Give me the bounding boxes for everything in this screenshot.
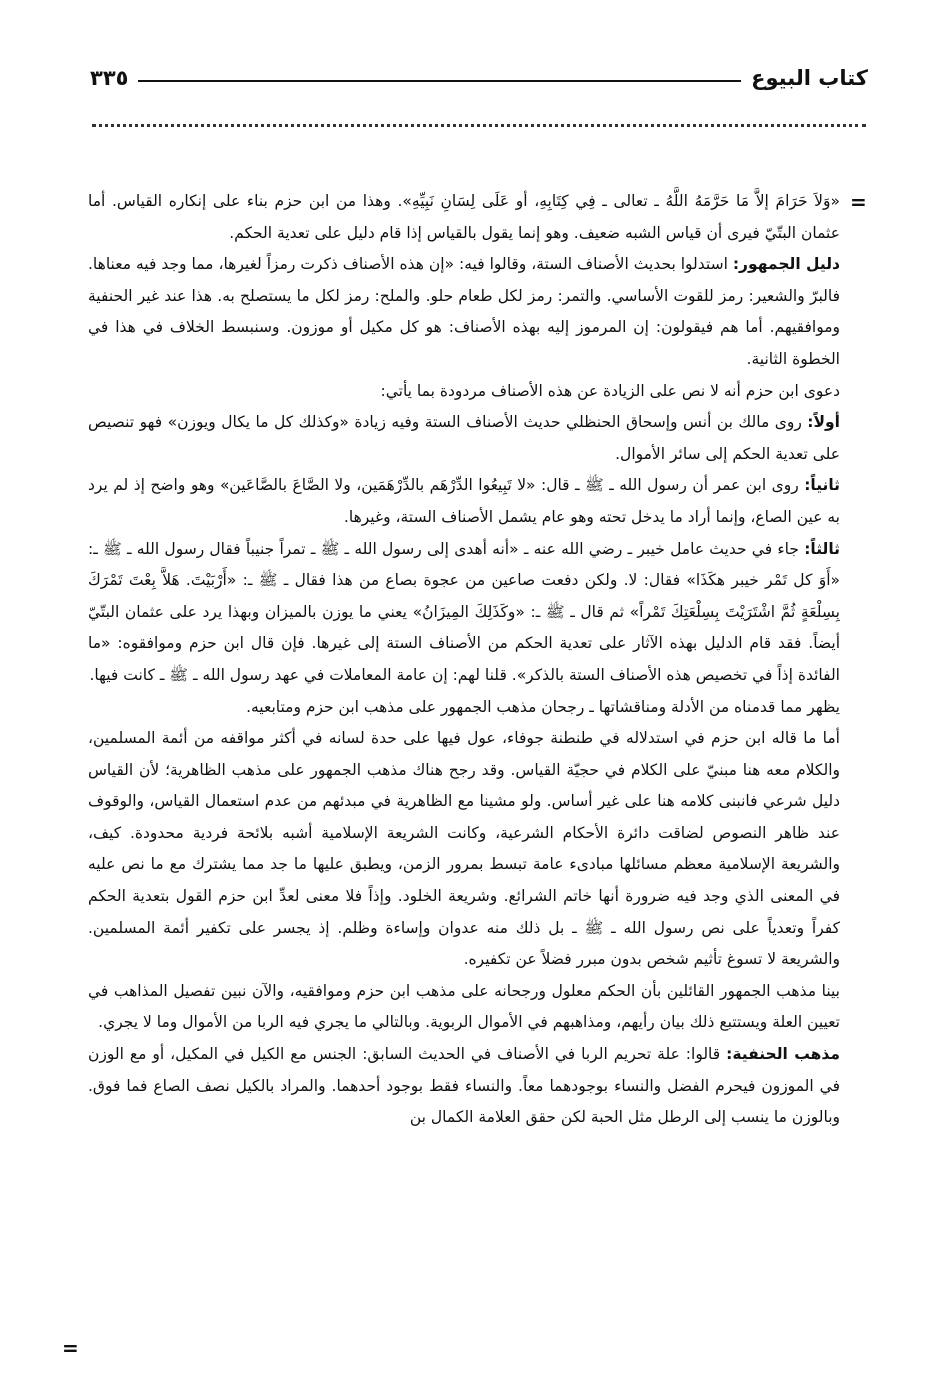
paragraph-text: أما ما قاله ابن حزم في استدلاله في طنطنة جوفاء، عول فيها على حدة لسانه في أكثر مواقفه من أئمة المسلمين، والكلام معه هنا مبنيّ على الكلام في حجيّة القياس. وقد رجح هناك مذهب الجمهور على مذهب الظاهرية؛ لأن القياس دليل شرعي فانبنى كلامه هنا على غير أساس. ولو مشينا مع الظاهرية في مبدئهم من عدم استعمال القياس، والوقوف عند ظاهر النصوص لضاقت دائرة الأحكام الشرعية، وكانت الشريعة الإسلامية أشبه بلائحة فردية محدودة. كيف، والشريعة الإسلامية معظم مسائلها مبادىء عامة تبسط بمرور الزمن، ويطبق عليها ما جد مما يشترك مع ما نص عليه في المعنى الذي وجد فيه ضرورة أنها خاتم الشرائع. وشريعة الخلود. وإذاً فلا معنى لعدِّ ابن حزم القول بتعدية الحكم كفراً وتعدياً على نص رسول الله ـ ﷺ ـ بل ذلك منه عدوان وإساءة وظلم. إذ يجسر على تكفير أئمة المسلمين. والشريعة لا تسوغ تأثيم شخص بدون مبرر فضلاً عن تكفيره. (88, 729, 840, 969)
paragraph-text: روى مالك بن أنس وإسحاق الحنظلي حديث الأصناف الستة وفيه زيادة «وكذلك كل ما يكال ويوزن» فهو تنصيص على تعدية الحكم إلى سائر الأموال. (88, 413, 840, 463)
paragraph-text: بينا مذهب الجمهور القائلين بأن الحكم معلول ورجحانه على مذهب ابن حزم وموافقيه، والآن نبين تفصيل المذاهب في تعيين العلة ويستتبع ذلك بيان رأيهم، ومذاهبهم في الأموال الربوية. وبالتالي ما يجري فيه الربا من الأموال وما لا يجري. (88, 981, 840, 1032)
paragraph-heading: ثانياً: (804, 476, 840, 495)
continuation-marker-bottom: = (62, 1336, 79, 1360)
paragraph-text: يظهر مما قدمناه من الأدلة ومناقشاتها ـ رجحان مذهب الجمهور على مذهب ابن حزم ومتابعيه. (246, 697, 840, 716)
paragraph-2 (88, 249, 840, 375)
continuation-marker-top: = (850, 190, 867, 214)
paragraph-text: دعوى ابن حزم أنه لا نص على الزيادة عن هذه الأصناف مردودة بما يأتي: (380, 381, 840, 400)
paragraph-heading: ثالثاً: (804, 539, 840, 558)
dotted-separator (92, 124, 866, 127)
page-number: ٣٣٥ (90, 66, 129, 90)
paragraph-text: روى ابن عمر أن رسول الله ـ ﷺ ـ قال: «لا تَبِيعُوا الدِّرْهَم بالدِّرْهَمَين، ولا الصَّاعَ بالصَّاعَين» وهو واضح إذ لم يرد به عين الصاع، وإنما أراد ما يدخل تحته وهو عام يشمل الأصناف الستة، وغيرها. (88, 476, 840, 526)
paragraph-9 (88, 976, 840, 1039)
paragraph-heading: مذهب الحنفية: (726, 1045, 840, 1064)
paragraph-3 (88, 376, 840, 408)
paragraph-text: استدلوا بحديث الأصناف الستة، وقالوا فيه: «إن هذه الأصناف ذكرت رمزاً لغيرها، مما وجد فيه معناها. فالبرّ والشعير: رمز للقوت الأساسي. والتمر: رمز لكل طعام حلو. والملح: رمز لكل ما يستصلح به. هذا عند غير الحنفية وموافقيهم. أما هم فيقولون: إن المرموز إليه بهذه الأصناف: هو كل مكيل أو موزون. وسنبسط الخلاف في هذا في الخطوة الثانية. (88, 255, 840, 368)
chapter-title: كتاب البيوع (751, 66, 868, 90)
paragraph-heading: دليل الجمهور: (732, 255, 840, 274)
paragraph-5 (88, 470, 840, 533)
paragraph-heading: أولاً: (807, 413, 840, 432)
paragraph-6 (88, 534, 840, 692)
paragraph-7 (88, 692, 840, 724)
paragraph-4 (88, 407, 840, 470)
body-text (88, 186, 840, 1326)
paragraph-text: «وَلاَ حَرَامَ إلاَّ مَا حَرَّمَهُ اللَّهُ ـ تعالى ـ فِي كِتَابِهِ، أو عَلَى لِسَانِ نَبِيِّهِ». وهذا من ابن حزم بناء على إنكاره القياس. أما عثمان البتّيّ فيرى أن قياس الشبه ضعيف. وهو إنما يقول بالقياس إذا قام دليل على تعدية الحكم. (88, 192, 840, 242)
paragraph-text: قالوا: علة تحريم الربا في الأصناف في الحديث السابق: الجنس مع الكيل في المكيل، أو مع الوزن في الموزون فيحرم الفضل والنساء بوجودهما معاً. والنساء فقط بوجود أحدهما. والمراد بالكيل نصف الصاع فما فوق. وبالوزن ما ينسب إلى الرطل مثل الحبة لكن حقق العلامة الكمال بن (88, 1045, 840, 1127)
paragraph-1 (88, 186, 840, 249)
header-rule (138, 80, 741, 82)
paragraph-text: جاء في حديث عامل خيبر ـ رضي الله عنه ـ «أنه أهدى إلى رسول الله ـ ﷺ ـ تمراً جنيباً فقال رسول الله ـ ﷺ ـ: «أَوَ كل تَمْر خيبر هكَذَا» فقال: لا. ولكن دفعت صاعين من عجوة بصاع من هذا فقال ـ ﷺ ـ: «أَرْبَيْتَ. هَلاَّ بِعْتَ تَمْرَكَ بِسِلْعَةٍ ثُمَّ اشْتَرَيْتَ بِسِلْعَتِكَ تَمْراً» ثم قال ـ ﷺ ـ: «وكَذَلِكَ المِيزَانُ» يعني ما يوزن بالميزان وبهذا يرد على عثمان البتّيّ أيضاً. فقد قام الدليل بهذه الآثار على تعدية الحكم من الأصناف الستة إلى غيرها. فإن قال ابن حزم وموافقوه: «ما الفائدة إذاً في تخصيص هذه الأصناف الستة بالذكر». قلنا لهم: إن عامة المعاملات في عهد رسول الله ـ ﷺ ـ كانت فيها. (88, 539, 840, 684)
page-header (90, 58, 868, 98)
paragraph-10 (88, 1039, 840, 1134)
paragraph-8 (88, 723, 840, 976)
